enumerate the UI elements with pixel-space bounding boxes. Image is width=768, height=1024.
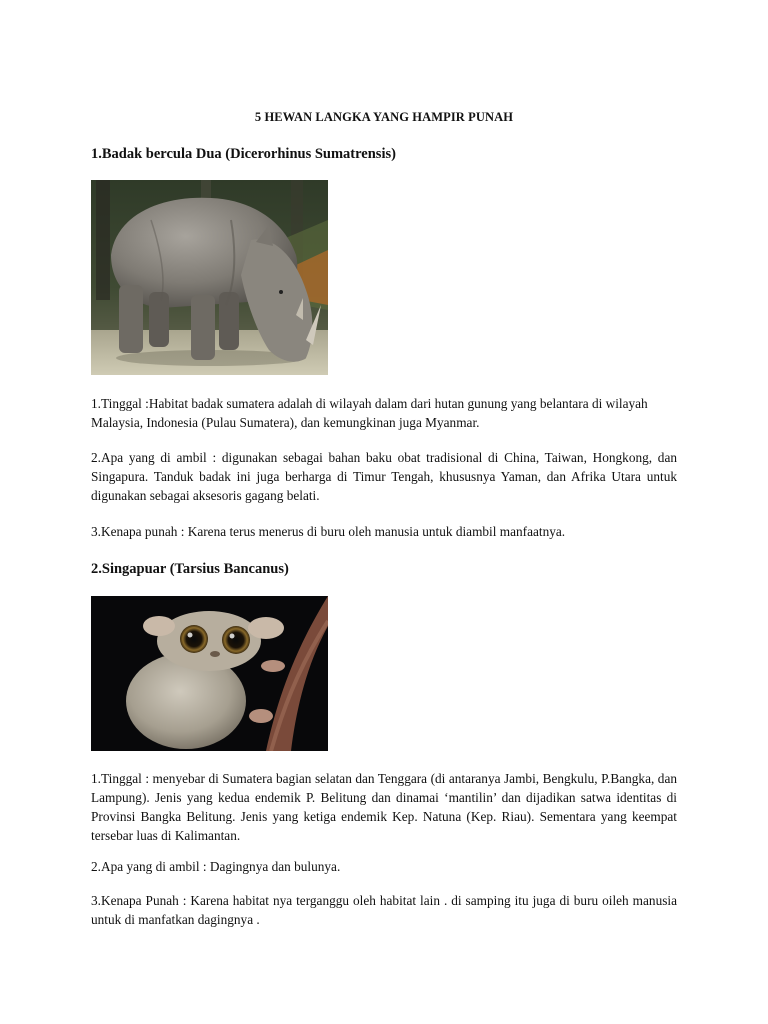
rhino-habitat-paragraph: 1.Tinggal :Habitat badak sumatera adalah di wilayah dalam dari hutan gunung yang belantara di wilayah Malaysia, Indonesia (Pulau Sumatera), dan kemungkinan juga Myanmar. bbox=[91, 396, 648, 430]
rhinoceros-illustration bbox=[91, 180, 328, 375]
rhino-usage-paragraph: 2.Apa yang di ambil : digunakan sebagai bahan baku obat tradisional di China, Taiwan, Hongkong, dan Singapura. Tanduk badak ini juga berharga di Timur Tengah, khususnya Yaman, dan Afrika Utara untuk digunakan sebagai aksesoris gagang belati. bbox=[91, 450, 677, 503]
document-title: 5 HEWAN LANGKA YANG HAMPIR PUNAH bbox=[254, 110, 514, 124]
tarsier-extinction-reason-paragraph: 3.Kenapa Punah : Karena habitat nya terganggu oleh habitat lain . di samping itu juga di buru oileh manusia untuk di manfatkan dagingnya . bbox=[91, 893, 677, 927]
section-heading-tarsier: 2.Singapuar (Tarsius Bancanus) bbox=[91, 561, 289, 577]
section-heading-rhino: 1.Badak bercula Dua (Dicerorhinus Sumatrensis) bbox=[91, 146, 396, 162]
rhinoceros-photo bbox=[91, 180, 328, 375]
tarsier-illustration bbox=[91, 596, 328, 751]
tarsier-habitat-paragraph: 1.Tinggal : menyebar di Sumatera bagian selatan dan Tenggara (di antaranya Jambi, Bengkulu, P.Bangka, dan Lampung). Jenis yang kedua endemik P. Belitung dan dinamai ‘mantilin’ dan dijadikan satwa identitas di Provinsi Bangka Belitung. Jenis yang ketiga endemik Kep. Natuna (Kep. Riau). Sementara yang keempat tersebar luas di Kalimantan. bbox=[91, 771, 677, 843]
rhino-extinction-reason-paragraph: 3.Kenapa punah : Karena terus menerus di buru oleh manusia untuk diambil manfaatnya. bbox=[91, 524, 566, 539]
tarsier-photo bbox=[91, 596, 328, 751]
tarsier-usage-paragraph: 2.Apa yang di ambil : Dagingnya dan bulunya. bbox=[91, 859, 341, 874]
